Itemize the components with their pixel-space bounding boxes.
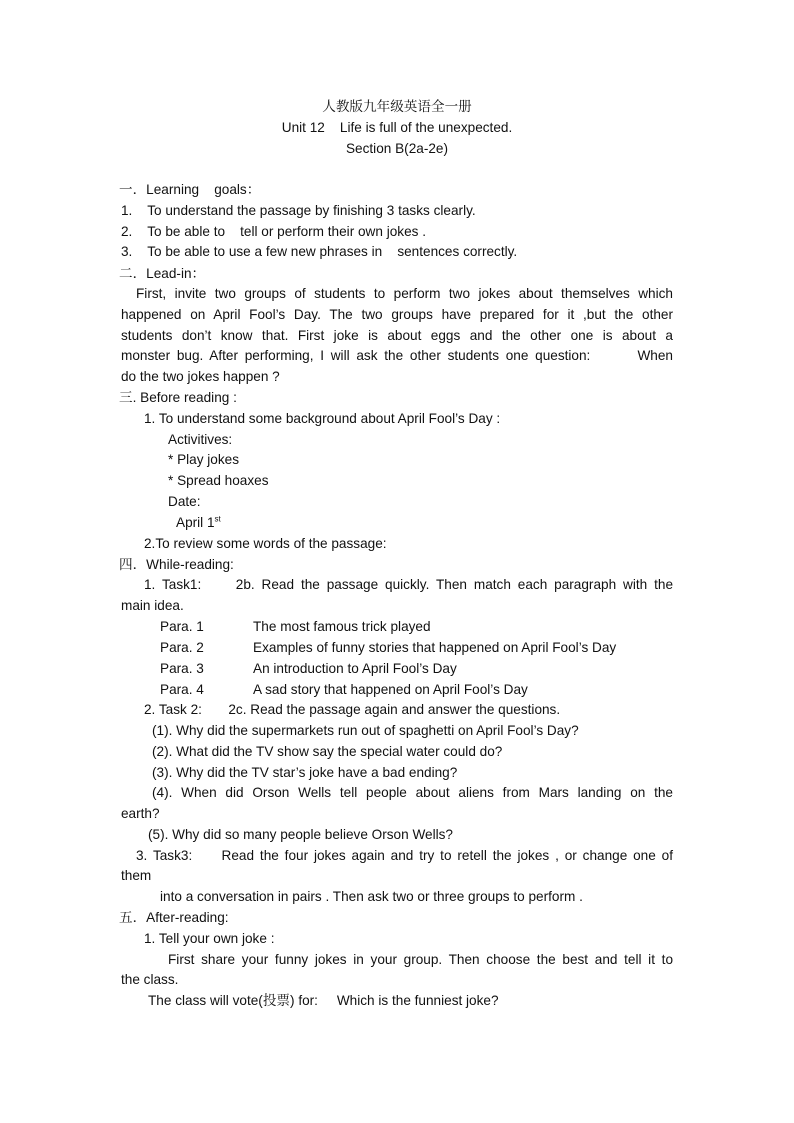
leadin-line: students don’t know that. First joke is about eggs and the other one is about a [121,328,673,343]
question: (1). Why did the supermarkets run out of spaghetti on April Fool’s Day? [152,723,579,738]
before-item-2: 2.To review some words of the passage: [144,536,387,551]
before-item-1: 1. To understand some background about April Fool’s Day : [144,411,501,426]
section5-heading: 五．After-reading: [119,910,229,925]
after-line: the class. [121,972,179,987]
question-continuation: earth? [121,806,160,821]
goal-item: 1. To understand the passage by finishing 3 tasks clearly. [121,203,476,218]
para-row: Para. 2 Examples of funny stories that happened on April Fool’s Day [160,640,617,655]
section3-heading: 三. Before reading : [119,390,237,405]
task3-line: into a conversation in pairs . Then ask two or three groups to perform . [160,889,583,904]
question: (2). What did the TV show say the special water could do? [152,744,503,759]
question: (4). When did Orson Wells tell people about aliens from Mars landing on the [152,785,673,800]
activity-item: * Play jokes [168,452,240,467]
para-row: Para. 1 The most famous trick played [160,619,431,634]
section2-heading: 二．Lead-in： [119,266,206,281]
title-block [0,96,794,159]
question: (5). Why did so many people believe Orson Wells? [148,827,453,842]
date-value: April 1st [176,514,221,530]
task3-line: 3. Task3: Read the four jokes again and try to retell the jokes , or change one of [136,848,673,863]
title-chinese: 人教版九年级英语全一册 [322,99,472,114]
leadin-line: do the two jokes happen ? [121,369,280,384]
leadin-line: monster bug. After performing, I will ask the other students one question: When [121,348,673,363]
date-label: Date: [168,494,201,509]
goal-item: 2. To be able to tell or perform their own jokes . [121,224,427,239]
after-item-1: 1. Tell your own joke : [144,931,275,946]
task1-line: main idea. [121,598,184,613]
activities-label: Activitives: [168,432,233,447]
section4-heading: 四．While-reading: [119,557,234,572]
task2-line: 2. Task 2: 2c. Read the passage again and answer the questions. [144,702,561,717]
para-row: Para. 4 A sad story that happened on April Fool’s Day [160,682,528,697]
after-line: First share your funny jokes in your group. Then choose the best and tell it to [168,952,673,967]
leadin-line: happened on April Fool’s Day. The two groups have prepared for it ,but the other [121,307,673,322]
section1-heading: 一．Learning goals： [119,182,261,197]
goal-item: 3. To be able to use a few new phrases in sentences correctly. [121,244,518,259]
task3-line: them [121,868,152,883]
after-line: The class will vote(投票) for: Which is the funniest joke? [148,993,499,1008]
question: (3). Why did the TV star’s joke have a bad ending? [152,765,458,780]
date-superscript: st [214,514,221,524]
activity-item: * Spread hoaxes [168,473,269,488]
unit-title: Unit 12 Life is full of the unexpected. [281,120,513,135]
section-title: Section B(2a-2e) [345,141,448,156]
task1-line: 1. Task1: 2b. Read the passage quickly. Then match each paragraph with the [144,577,673,592]
leadin-line: First, invite two groups of students to perform two jokes about themselves which [136,286,673,301]
para-row: Para. 3 An introduction to April Fool’s Day [160,661,457,676]
